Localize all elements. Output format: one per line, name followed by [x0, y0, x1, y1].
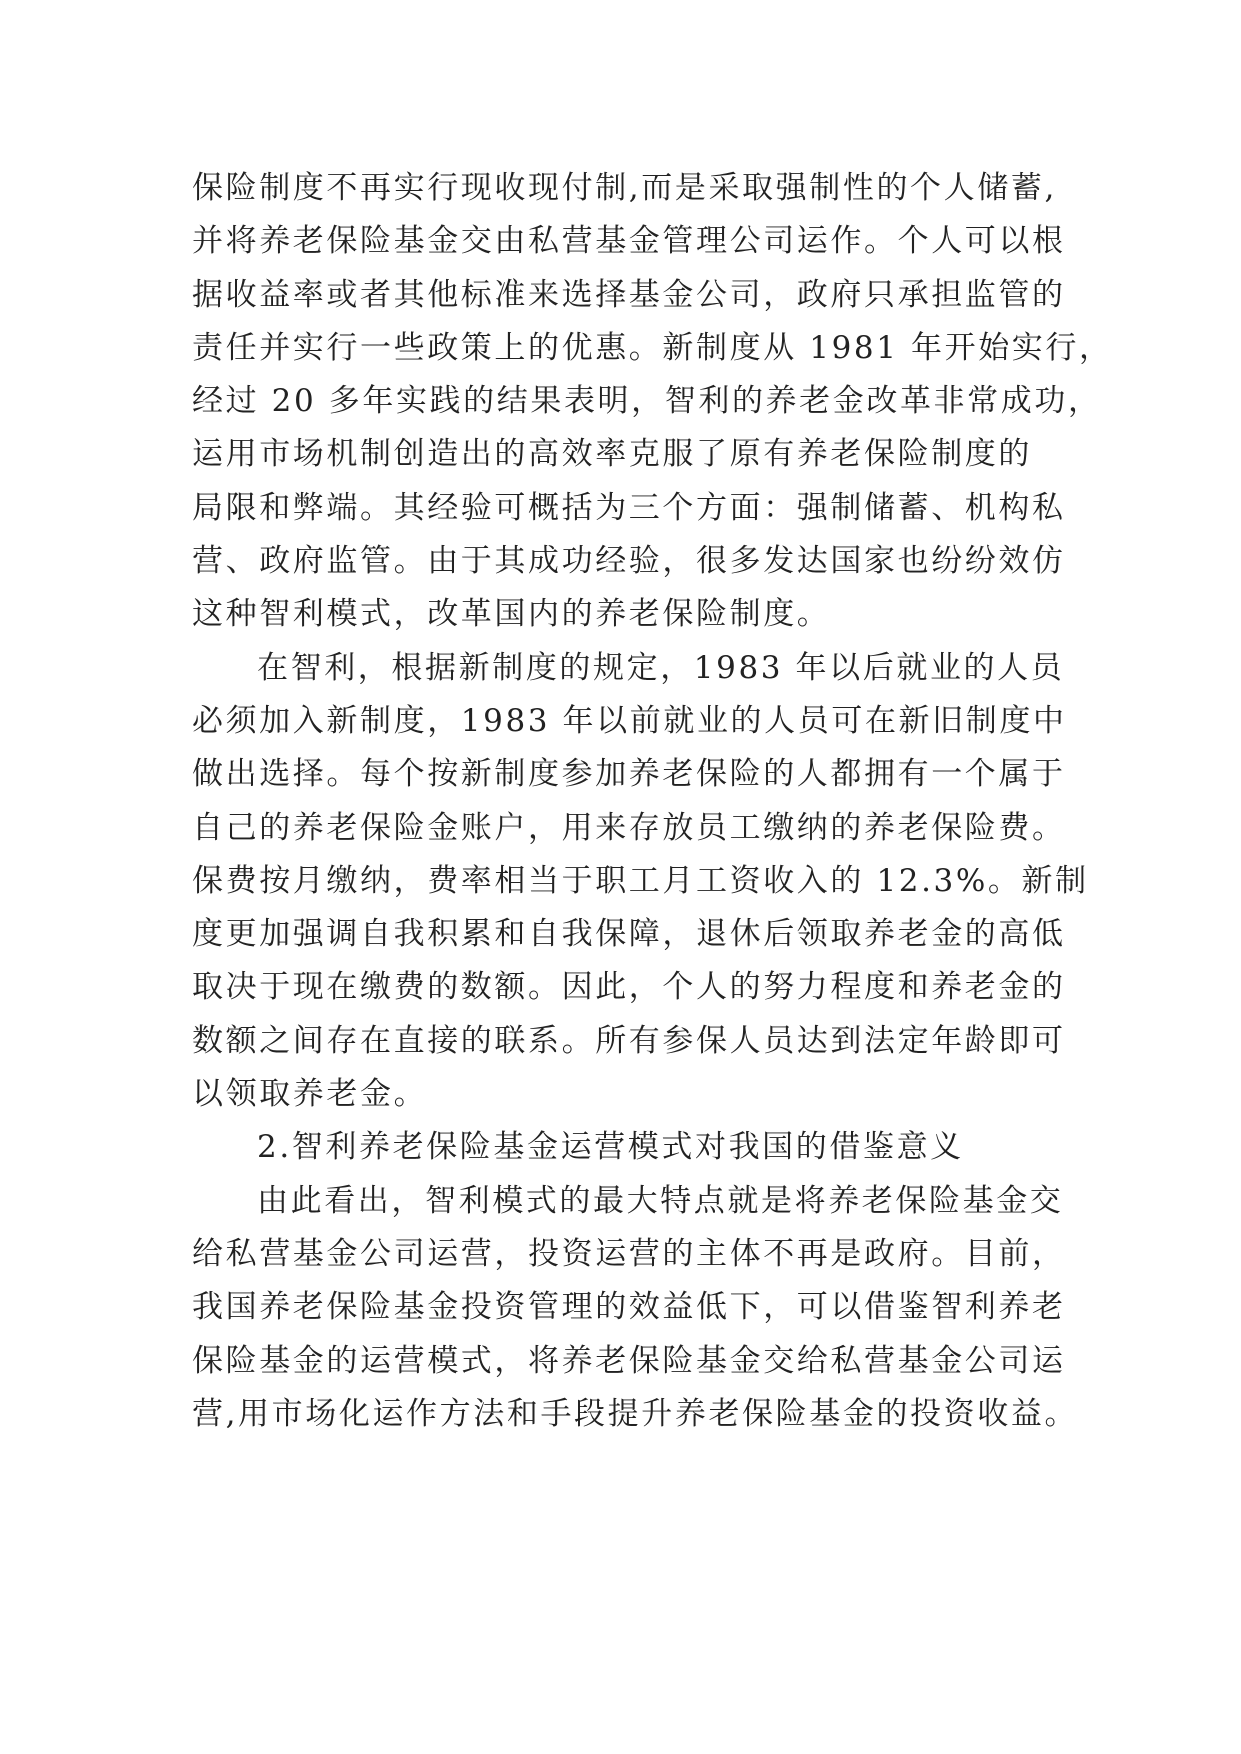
text-line: 局限和弊端。其经验可概括为三个方面：强制储蓄、机构私 — [192, 489, 1066, 526]
text-line: 保费按月缴纳，费率相当于职工月工资收入的 12.3%。新制 — [192, 862, 1089, 899]
paragraph-start-line: 由此看出，智利模式的最大特点就是将养老保险基金交 — [257, 1182, 1064, 1219]
text-line: 据收益率或者其他标准来选择基金公司，政府只承担监管的 — [192, 276, 1066, 313]
text-line: 运用市场机制创造出的高效率克服了原有养老保险制度的 — [192, 436, 1032, 473]
document-body — [192, 162, 1113, 1441]
text-line: 营、政府监管。由于其成功经验，很多发达国家也纷纷效仿 — [192, 543, 1066, 580]
text-line: 自己的养老保险金账户，用来存放员工缴纳的养老保险费。 — [192, 809, 1066, 846]
text-line: 营,用市场化运作方法和手段提升养老保险基金的投资收益。 — [192, 1395, 1079, 1432]
text-line: 保险制度不再实行现收现付制,而是采取强制性的个人储蓄, — [192, 170, 1057, 206]
text-line: 并将养老保险基金交由私营基金管理公司运作。个人可以根 — [192, 223, 1066, 260]
section-heading: 2.智利养老保险基金运营模式对我国的借鉴意义 — [257, 1129, 964, 1166]
text-line: 给私营基金公司运营，投资运营的主体不再是政府。目前， — [192, 1235, 1066, 1272]
text-line: 做出选择。每个按新制度参加养老保险的人都拥有一个属于 — [192, 756, 1066, 793]
text-line: 度更加强调自我积累和自我保障，退休后领取养老金的高低 — [192, 916, 1066, 953]
text-line: 数额之间存在直接的联系。所有参保人员达到法定年龄即可 — [192, 1022, 1066, 1059]
paragraph-start-line: 在智利，根据新制度的规定，1983 年以后就业的人员 — [257, 649, 1065, 686]
text-line: 以领取养老金。 — [192, 1076, 428, 1113]
text-line: 这种智利模式，改革国内的养老保险制度。 — [192, 596, 831, 633]
text-line: 必须加入新制度，1983 年以前就业的人员可在新旧制度中 — [192, 702, 1067, 739]
text-line: 我国养老保险基金投资管理的效益低下，可以借鉴智利养老 — [192, 1289, 1066, 1326]
text-line: 保险基金的运营模式，将养老保险基金交给私营基金公司运 — [192, 1342, 1066, 1379]
text-line: 经过 20 多年实践的结果表明，智利的养老金改革非常成功， — [192, 383, 1102, 420]
text-line: 责任并实行一些政策上的优惠。新制度从 1981 年开始实行， — [192, 329, 1113, 366]
text-line: 取决于现在缴费的数额。因此，个人的努力程度和养老金的 — [192, 969, 1066, 1006]
